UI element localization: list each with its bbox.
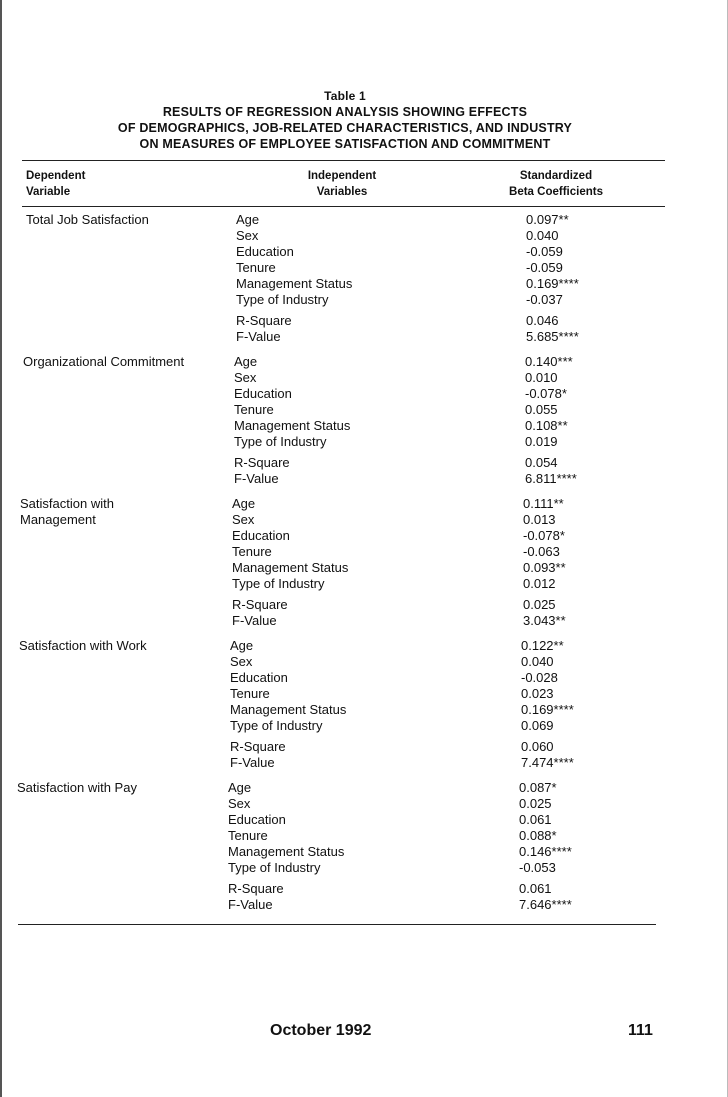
independent-variable: Education xyxy=(230,670,288,685)
beta-coefficient: 0.169**** xyxy=(526,276,579,291)
beta-coefficient: 0.040 xyxy=(521,654,554,669)
header-dependent-line-2: Variable xyxy=(26,186,71,198)
fit-statistic-value: 0.046 xyxy=(526,313,559,328)
table-number: Table 1 xyxy=(324,89,366,103)
independent-variable: Education xyxy=(234,386,292,401)
fit-statistic-label: R-Square xyxy=(232,597,288,612)
beta-values xyxy=(523,496,566,629)
independent-variable: Education xyxy=(236,244,294,259)
beta-coefficient: 0.169**** xyxy=(521,702,574,717)
fit-statistic-label: F-Value xyxy=(230,755,275,770)
fit-statistic-label: R-Square xyxy=(228,881,284,896)
table-title-line-2: OF DEMOGRAPHICS, JOB-RELATED CHARACTERISTICS, AND INDUSTRY xyxy=(117,121,573,135)
independent-variable: Management Status xyxy=(228,844,345,859)
dependent-variable xyxy=(23,354,223,370)
independent-variable: Age xyxy=(236,212,260,227)
fit-statistic-value: 0.054 xyxy=(525,455,558,470)
independent-variable: Type of Industry xyxy=(234,434,327,449)
footer-issue-date: October 1992 xyxy=(270,1022,372,1039)
beta-coefficient: 0.019 xyxy=(525,434,558,449)
independent-variable: Age xyxy=(230,638,254,653)
beta-coefficient: -0.037 xyxy=(526,292,563,307)
independent-variable: Education xyxy=(228,812,286,827)
independent-variables xyxy=(228,780,344,913)
header-beta xyxy=(476,168,636,200)
header-independent-line-2: Variables xyxy=(316,186,368,198)
beta-values xyxy=(526,212,579,345)
dependent-variable xyxy=(19,638,219,654)
dependent-variable-line: Satisfaction with Pay xyxy=(17,780,137,795)
header-rule xyxy=(22,206,665,207)
beta-coefficient: -0.059 xyxy=(526,244,563,259)
fit-statistic-value: 6.811**** xyxy=(525,471,577,486)
beta-coefficient: 0.093** xyxy=(523,560,566,575)
beta-coefficient: 0.097** xyxy=(526,212,569,227)
beta-coefficient: 0.025 xyxy=(519,796,552,811)
beta-values xyxy=(519,780,572,913)
independent-variable: Age xyxy=(234,354,258,369)
dependent-variable-line: Satisfaction with Work xyxy=(19,638,147,653)
table-title-block xyxy=(0,88,690,152)
fit-statistic-value: 5.685**** xyxy=(526,329,579,344)
independent-variables xyxy=(236,212,352,345)
fit-statistic-value: 7.646**** xyxy=(519,897,572,912)
beta-coefficient: -0.078* xyxy=(523,528,565,543)
independent-variable: Type of Industry xyxy=(232,576,325,591)
fit-statistic-label: R-Square xyxy=(230,739,286,754)
fit-statistic-label: F-Value xyxy=(236,329,281,344)
table-bottom-rule xyxy=(18,924,656,925)
independent-variable: Age xyxy=(232,496,256,511)
independent-variable: Tenure xyxy=(230,686,270,701)
dependent-variable xyxy=(17,780,217,796)
independent-variable: Management Status xyxy=(230,702,347,717)
header-dependent xyxy=(26,168,85,200)
independent-variable: Tenure xyxy=(228,828,268,843)
beta-coefficient: 0.088* xyxy=(519,828,557,843)
independent-variables xyxy=(230,638,346,771)
independent-variable: Management Status xyxy=(236,276,353,291)
fit-statistic-value: 3.043** xyxy=(523,613,566,628)
table-title-line-1: RESULTS OF REGRESSION ANALYSIS SHOWING EFFECTS xyxy=(162,105,528,119)
beta-coefficient: 0.010 xyxy=(525,370,558,385)
beta-coefficient: -0.059 xyxy=(526,260,563,275)
scan-left-edge xyxy=(0,0,2,1097)
beta-coefficient: 0.055 xyxy=(525,402,558,417)
beta-values xyxy=(521,638,574,771)
beta-coefficient: -0.028 xyxy=(521,670,558,685)
beta-coefficient: 0.023 xyxy=(521,686,554,701)
beta-coefficient: 0.140*** xyxy=(525,354,573,369)
header-beta-line-1: Standardized xyxy=(519,170,593,182)
table-top-rule xyxy=(22,160,665,161)
dependent-variable-line: Organizational Commitment xyxy=(23,354,185,369)
beta-coefficient: 0.111** xyxy=(523,496,564,511)
independent-variable: Sex xyxy=(236,228,259,243)
independent-variable: Sex xyxy=(230,654,253,669)
independent-variable: Tenure xyxy=(234,402,274,417)
table-title-line-3: ON MEASURES OF EMPLOYEE SATISFACTION AND COMMITMENT xyxy=(139,137,551,151)
independent-variable: Tenure xyxy=(232,544,272,559)
independent-variable: Management Status xyxy=(232,560,349,575)
beta-coefficient: 0.061 xyxy=(519,812,552,827)
dependent-variable xyxy=(26,212,226,228)
dependent-variable-line: Total Job Satisfaction xyxy=(26,212,149,227)
independent-variable: Age xyxy=(228,780,252,795)
fit-statistic-label: F-Value xyxy=(234,471,279,486)
dependent-variable-line: Management xyxy=(20,512,96,527)
beta-coefficient: 0.069 xyxy=(521,718,554,733)
beta-coefficient: 0.087* xyxy=(519,780,557,795)
beta-coefficient: 0.146**** xyxy=(519,844,572,859)
independent-variables xyxy=(234,354,350,487)
footer-page-number: 111 xyxy=(628,1022,653,1039)
header-independent-line-1: Independent xyxy=(307,170,377,182)
beta-coefficient: -0.063 xyxy=(523,544,560,559)
independent-variable: Management Status xyxy=(234,418,351,433)
beta-values xyxy=(525,354,577,487)
independent-variable: Sex xyxy=(232,512,255,527)
fit-statistic-value: 7.474**** xyxy=(521,755,574,770)
independent-variable: Sex xyxy=(228,796,251,811)
dependent-variable xyxy=(20,496,220,528)
independent-variable: Type of Industry xyxy=(236,292,329,307)
beta-coefficient: 0.040 xyxy=(526,228,559,243)
fit-statistic-value: 0.025 xyxy=(523,597,556,612)
independent-variable: Type of Industry xyxy=(230,718,323,733)
fit-statistic-label: F-Value xyxy=(232,613,277,628)
beta-coefficient: 0.108** xyxy=(525,418,568,433)
header-independent xyxy=(262,168,422,200)
fit-statistic-label: F-Value xyxy=(228,897,273,912)
fit-statistic-value: 0.061 xyxy=(519,881,552,896)
beta-coefficient: -0.053 xyxy=(519,860,556,875)
header-dependent-line-1: Dependent xyxy=(26,170,86,182)
header-beta-line-2: Beta Coefficients xyxy=(509,186,603,198)
beta-coefficient: 0.013 xyxy=(523,512,556,527)
beta-coefficient: 0.122** xyxy=(521,638,564,653)
independent-variable: Tenure xyxy=(236,260,276,275)
fit-statistic-value: 0.060 xyxy=(521,739,554,754)
independent-variable: Education xyxy=(232,528,290,543)
independent-variable: Sex xyxy=(234,370,257,385)
independent-variables xyxy=(232,496,348,629)
independent-variable: Type of Industry xyxy=(228,860,321,875)
fit-statistic-label: R-Square xyxy=(236,313,292,328)
dependent-variable-line: Satisfaction with xyxy=(20,496,114,511)
fit-statistic-label: R-Square xyxy=(234,455,290,470)
beta-coefficient: -0.078* xyxy=(525,386,567,401)
beta-coefficient: 0.012 xyxy=(523,576,556,591)
